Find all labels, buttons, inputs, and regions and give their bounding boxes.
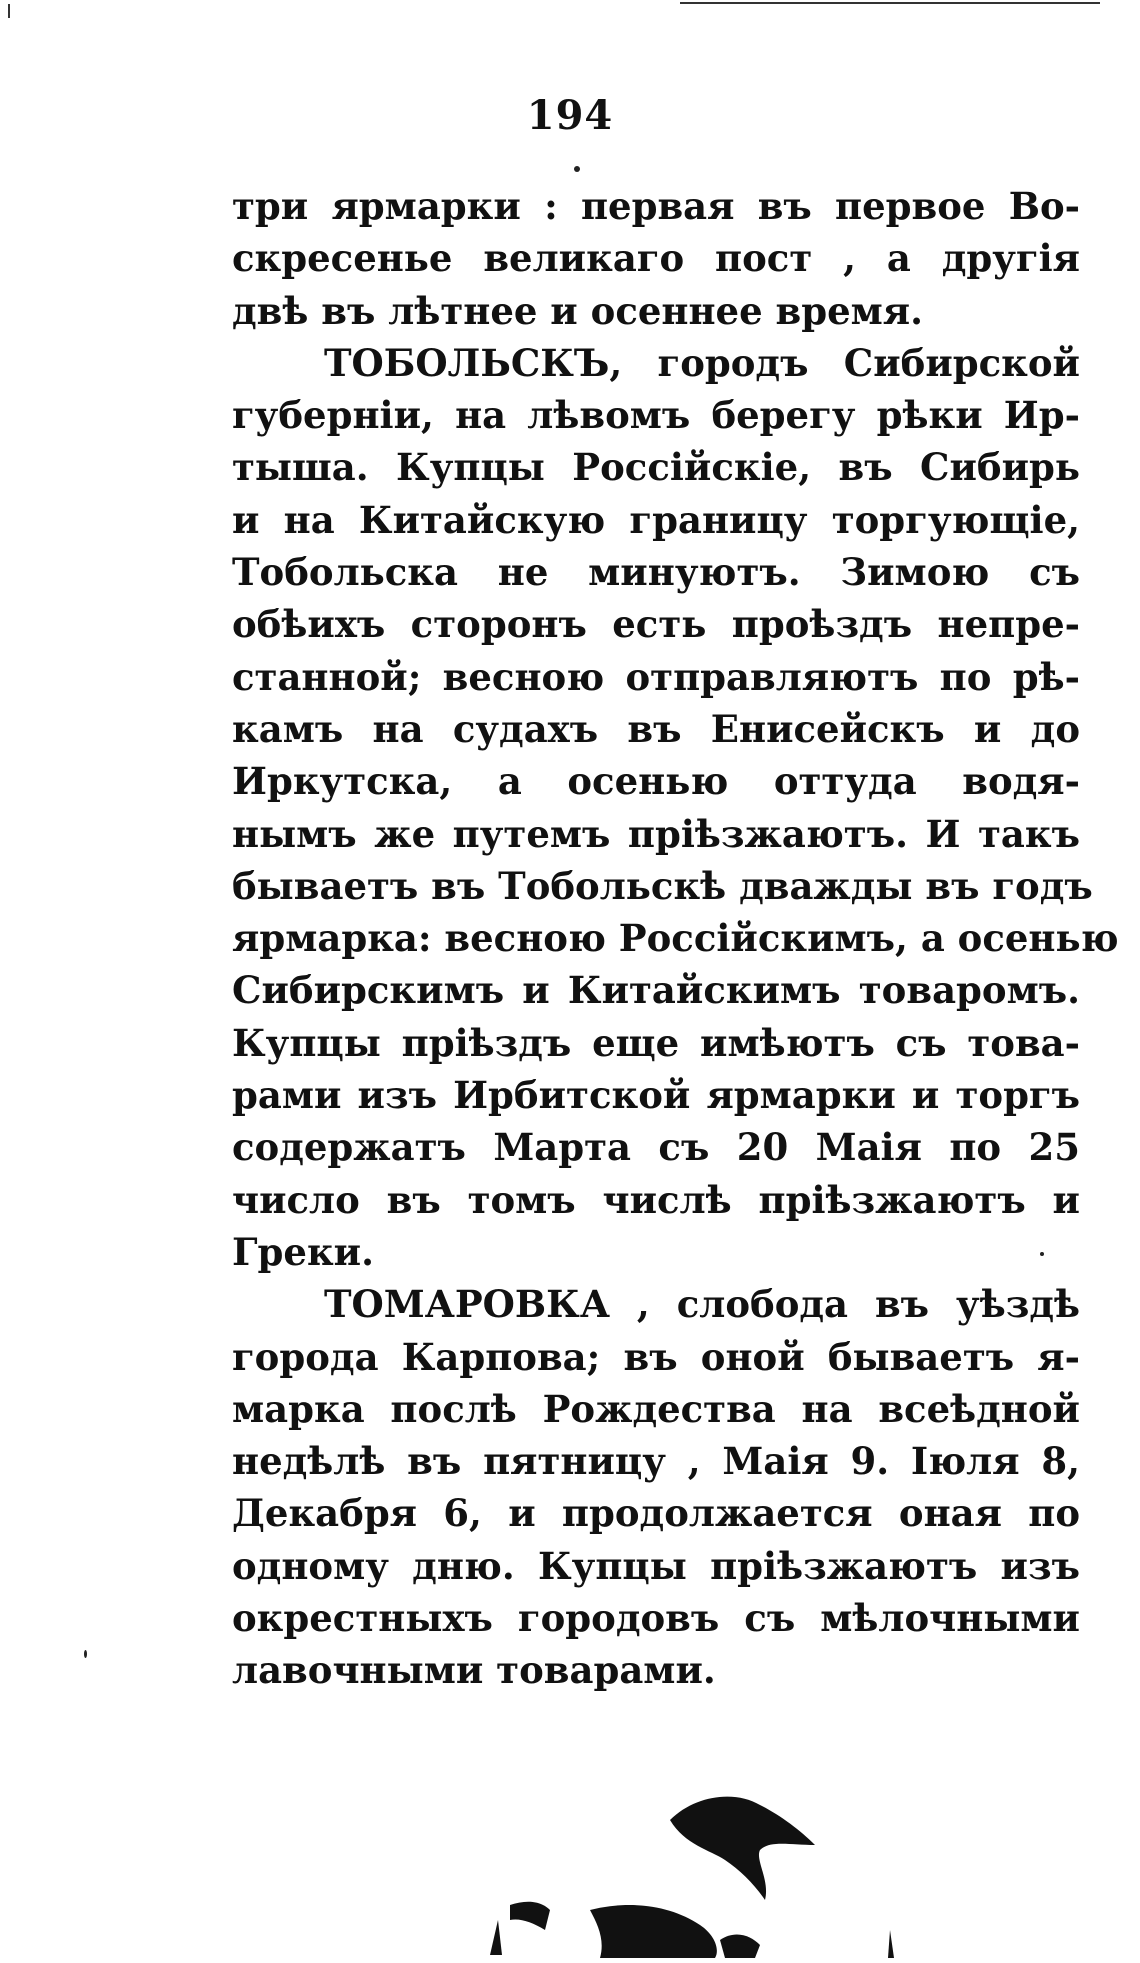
body-text (232, 180, 1119, 1697)
text-line: Декабря 6, и продолжается оная по (232, 1491, 1080, 1536)
page-number: 194 (526, 92, 614, 139)
text-line: Сибирскимъ и Китайскимъ товаромъ. (232, 968, 1080, 1013)
text-line: Иркутска, а осенью оттуда водя- (232, 759, 1080, 804)
text-line: рами изъ Ирбитской ярмарки и торгъ (232, 1073, 1080, 1118)
scan-speck (574, 166, 580, 172)
entry-heading-line-tobolsk: ТОБОЛЬСКЪ, городъ Сибирской (324, 340, 1080, 385)
text-line: число въ томъ числѣ пріѣзжаютъ и (232, 1177, 1080, 1222)
scan-speck (1040, 1252, 1044, 1256)
text-line: Купцы пріѣздъ еще имѣютъ съ това- (232, 1020, 1080, 1065)
text-line: ярмарка: весною Россійскимъ, а осенью (232, 916, 1119, 961)
entry-heading-line-tomarovka: ТОМАРОВКА , слобода въ уѣздѣ (324, 1282, 1080, 1327)
text-line: станной; весною отправляютъ по рѣ- (232, 654, 1080, 699)
text-line: недѣлѣ въ пятницу , Маія 9. Іюля 8, (232, 1439, 1080, 1484)
scan-speck (84, 1650, 87, 1658)
text-line: тыша. Купцы Россійскіе, въ Сибирь (232, 445, 1080, 490)
text-line: Тобольска не минуютъ. Зимою съ (232, 550, 1080, 595)
text-line: города Карпова; въ оной бываетъ я- (232, 1334, 1080, 1379)
text-line: нымъ же путемъ пріѣзжаютъ. И такъ (232, 811, 1080, 856)
text-line: одному дню. Купцы пріѣзжаютъ изъ (232, 1543, 1080, 1588)
text-line: бываетъ въ Тобольскѣ дважды въ годъ (232, 863, 1093, 908)
scan-top-rule (680, 2, 1100, 4)
text-line: Греки. (232, 1229, 375, 1274)
text-line: губерніи, на лѣвомъ берегу рѣки Ир- (232, 393, 1080, 438)
text-line: камъ на судахъ въ Енисейскъ и до (232, 706, 1080, 751)
tailpiece-ornament-icon (470, 1790, 910, 1960)
scan-corner-mark (8, 4, 10, 18)
text-line: окрестныхъ городовъ съ мѣлочными (232, 1596, 1080, 1641)
text-line: содержатъ Марта съ 20 Маія по 25 (232, 1125, 1080, 1170)
text-line: скресенье великаго пост , а другія (232, 236, 1080, 281)
text-line: обѣихъ сторонъ есть проѣздъ непре- (232, 602, 1080, 647)
text-line: двѣ въ лѣтнее и осеннее время. (232, 288, 923, 333)
text-line: и на Китайскую границу торгующіе, (232, 497, 1080, 542)
text-line: марка послѣ Рождества на всеѣдной (232, 1386, 1080, 1431)
text-line: лавочными товарами. (232, 1648, 716, 1693)
text-line: три ярмарки : первая въ первое Во- (232, 184, 1080, 228)
